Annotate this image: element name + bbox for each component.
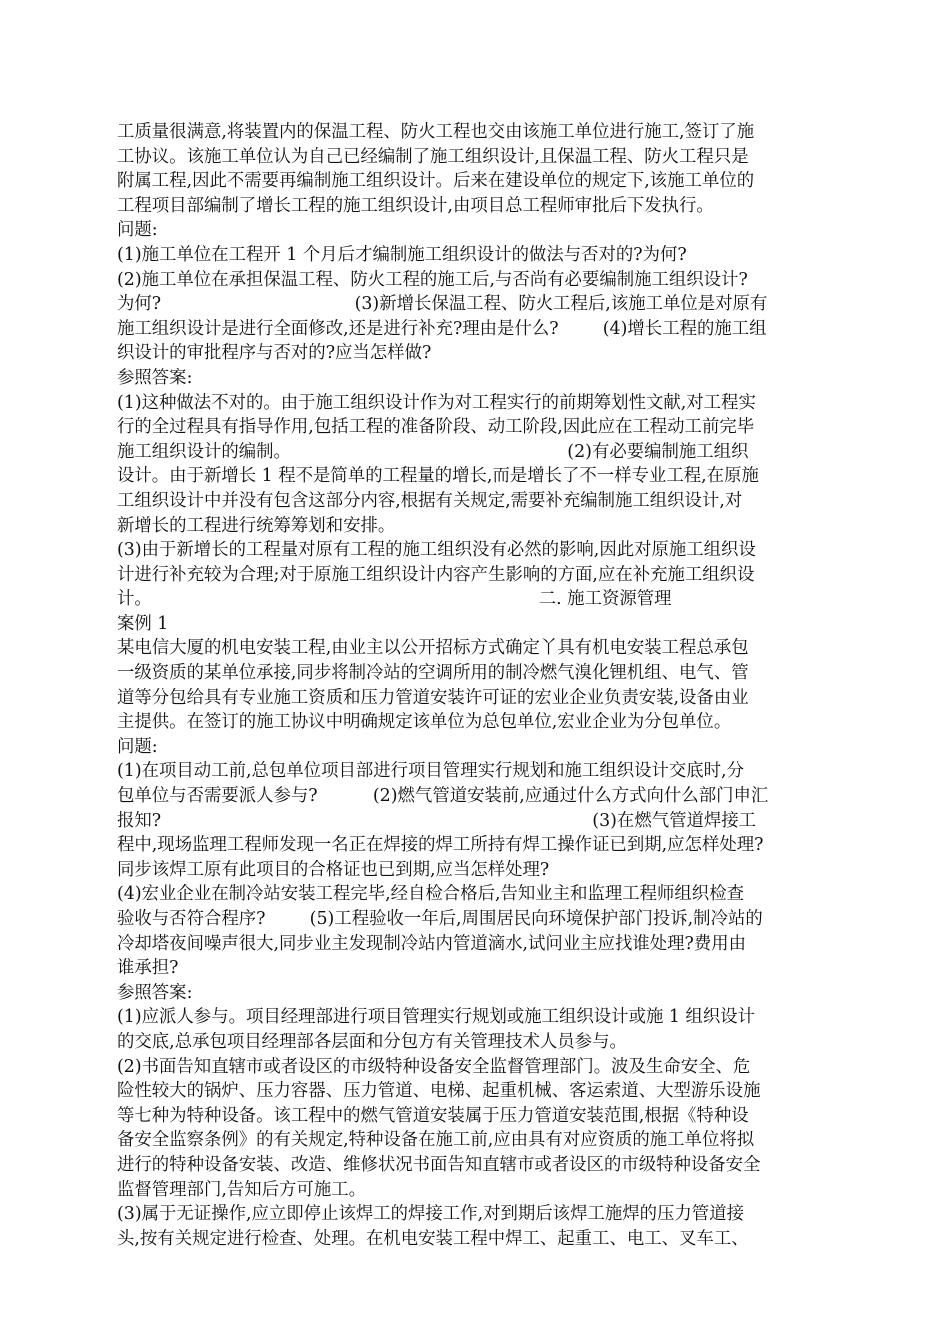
text-line: 道等分包给具有专业施工资质和压力管道安装许可证的宏业企业负责安装,设备由业 (117, 687, 749, 708)
text-line: 险性较大的锅炉、压力容器、压力管道、电梯、起重机械、客运索道、大型游乐设施 (117, 1081, 761, 1102)
text-line: 参照答案: (117, 982, 193, 1003)
text-line: 施工组织设计是进行全面修改,还是进行补充?理由是什么? (4)增长工程的施工组 (117, 318, 767, 339)
text-line: 某电信大厦的机电安装工程,由业主以公开招标方式确定丫具有机电安装工程总承包 (117, 638, 749, 659)
text-line: (1)应派人参与。项目经理部进行项目管理实行规划或施工组织设计或施 1 组织设计 (117, 1007, 756, 1028)
document-body (117, 120, 862, 1251)
text-line: 备安全监察条例》的有关规定,特种设备在施工前,应由具有对应资质的施工单位将拟 (117, 1130, 755, 1151)
text-line: 附属工程,因此不需要再编制施工组织设计。后来在建设单位的规定下,该施工单位的 (117, 171, 755, 192)
text-line: 的交底,总承包项目经理部各层面和分包方有关管理技术人员参与。 (117, 1031, 627, 1052)
text-line: 等七种为特种设备。该工程中的燃气管道安装属于压力管道安装范围,根据《特种设 (117, 1105, 749, 1126)
text-line: 工程项目部编制了增长工程的施工组织设计,由项目总工程师审批后下发执行。 (117, 195, 714, 216)
text-line: (2)书面告知直辖市或者设区的市级特种设备安全监督管理部门。波及生命安全、危 (117, 1056, 751, 1077)
text-line: (1)这种做法不对的。由于施工组织设计作为对工程实行的前期筹划性文献,对工程实 (117, 392, 756, 413)
text-line: (1)在项目动工前,总包单位项目部进行项目管理实行规划和施工组织设计交底时,分 (117, 761, 744, 782)
text-line: 头,按有关规定进行检查、处理。在机电安装工程中焊工、起重工、电工、叉车工、 (117, 1228, 749, 1249)
text-line: 行的全过程具有指导作用,包括工程的准备阶段、动工阶段,因此应在工程动工前完毕 (117, 417, 755, 438)
text-line: (3)属于无证操作,应立即停止该焊工的焊接工作,对到期后该焊工施焊的压力管道接 (117, 1204, 744, 1225)
text-line: 主提供。在签订的施工协议中明确规定该单位为总包单位,宏业企业为分包单位。 (117, 712, 732, 733)
text-line: (2)施工单位在承担保温工程、防火工程的施工后,与否尚有必要编制施工组织设计? (117, 269, 748, 290)
text-line: 程中,现场监理工程师发现一名正在焊接的焊工所持有焊工操作证已到期,应怎样处理? (117, 835, 764, 856)
text-line: (4)宏业企业在制冷站安装工程完毕,经自检合格后,告知业主和监理工程师组织检查 (117, 884, 744, 905)
text-line: 验收与否符合程序? (5)工程验收一年后,周围居民向环境保护部门投诉,制冷站的 (117, 909, 763, 929)
text-line: 报知? (3)在燃气管道焊接工 (117, 810, 757, 831)
text-line: 计进行补充较为合理;对于原施工组织设计内容产生影响的方面,应在补充施工组织设 (117, 564, 755, 585)
text-line: 同步该焊工原有此项目的合格证也已到期,应当怎样处理? (117, 859, 550, 880)
text-line: 案例 1 (117, 613, 169, 634)
text-line: (3)由于新增长的工程量对原有工程的施工组织没有必然的影响,因此对原施工组织设 (117, 540, 756, 561)
text-line: (1)施工单位在工程开 1 个月后才编制施工组织设计的做法与否对的?为何? (117, 244, 687, 265)
text-line: 问题: (117, 220, 158, 241)
text-line: 工协议。该施工单位认为自己已经编制了施工组织设计,且保温工程、防火工程只是 (117, 146, 749, 167)
text-line: 工质量很满意,将装置内的保温工程、防火工程也交由该施工单位进行施工,签订了施 (117, 122, 755, 142)
text-line: 一级资质的某单位承接,同步将制冷站的空调所用的制冷燃气溴化锂机组、电气、管 (117, 663, 749, 684)
text-line: 工组织设计中并没有包含这部分内容,根据有关规定,需要补充编制施工组织设计,对 (117, 490, 743, 511)
text-line: 设计。由于新增长 1 程不是简单的工程量的增长,而是增长了不一样专业工程,在原施 (117, 466, 759, 487)
text-line: 包单位与否需要派人参与? (2)燃气管道安装前,应通过什么方式向什么部门申汇 (117, 786, 769, 807)
text-line: 问题: (117, 736, 158, 757)
text-line: 织设计的审批程序与否对的?应当怎样做? (117, 343, 432, 364)
text-line: 新增长的工程进行统筹筹划和安排。 (117, 515, 396, 536)
text-line: 参照答案: (117, 367, 193, 388)
text-line: 为何? (3)新增长保温工程、防火工程后,该施工单位是对原有 (117, 294, 768, 315)
text-line: 进行的特种设备安装、改造、维修状况书面告知直辖市或者设区的市级特种设备安全 (117, 1154, 761, 1175)
text-line: 监督管理部门,告知后方可施工。 (117, 1179, 366, 1200)
text-line: 计。 二. 施工资源管理 (117, 589, 672, 610)
text-line: 谁承担? (117, 958, 179, 979)
text-line: 施工组织设计的编制。 (2)有必要编制施工组织 (117, 441, 749, 462)
text-line: 冷却塔夜间噪声很大,同步业主发现制冷站内管道滴水,试问业主应找谁处理?费用由 (117, 933, 747, 954)
